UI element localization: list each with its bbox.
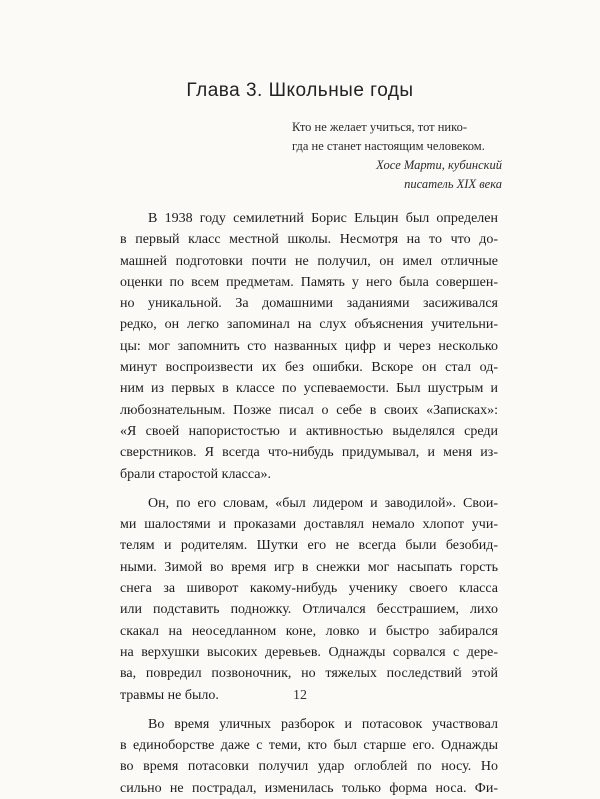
epigraph-author — [292, 156, 502, 194]
text-line: снега за шиворот какому-нибудь ученику своего класса — [120, 581, 498, 597]
body-text — [120, 208, 498, 799]
text-line: скакал на неоседланном коне, ловко и быстро забирался — [120, 623, 498, 639]
epigraph-quote — [292, 118, 502, 156]
text-line: машней подготовки почти не получил, он имел отличные — [120, 253, 498, 269]
paragraph — [120, 493, 498, 706]
text-line: Во время уличных разборок и потасовок участвовал — [148, 716, 498, 732]
text-line: В 1938 году семилетний Борис Ельцин был определен — [148, 211, 498, 226]
paragraph — [120, 208, 498, 485]
epigraph-author-line: Хосе Марти, кубинский — [376, 158, 502, 172]
epigraph-author-line: писатель XIX века — [404, 177, 502, 191]
text-line: редко, он легко запоминал на слух объяснения учительни- — [120, 317, 498, 333]
text-line: телям и родителям. Шутки его не всегда были безобид- — [120, 538, 498, 554]
text-line: в единоборстве даже с теми, кто был старше его. Однажды — [120, 738, 498, 754]
text-line: сверстников. Я всегда что-нибудь придумывал, и меня из- — [120, 445, 498, 461]
text-line: Он, по его словам, «был лидером и заводилой». Свои- — [148, 495, 498, 511]
text-line: ми шалостями и проказами доставлял немало хлопот учи- — [120, 517, 498, 533]
epigraph-quote-line: гда не станет настоящим человеком. — [292, 139, 485, 153]
page-number: 12 — [293, 688, 307, 703]
chapter-title: Глава 3. Школьные годы — [186, 80, 414, 101]
text-line: во время потасовки получил удар оглоблей по носу. Но — [120, 759, 498, 775]
text-line: на верхушки высоких деревьев. Однажды сорвался с дере- — [120, 644, 498, 660]
epigraph-quote-line: Кто не желает учиться, тот нико- — [292, 120, 467, 134]
text-line: ными. Зимой во время игр в снежки мог насыпать горсть — [120, 559, 498, 575]
text-line: сильно не пострадал, изменилась только форма носа. Фи- — [120, 780, 498, 796]
text-line: ним из первых в классе по успеваемости. Был шустрым и — [120, 381, 498, 397]
text-line: «Я своей напористостью и активностью выделялся среди — [120, 423, 498, 439]
text-line: любознательным. Позже писал о себе в своих «Записках»: — [120, 402, 498, 418]
text-line: травмы не было. — [120, 687, 219, 703]
text-line: но уникальной. За домашними заданиями засиживался — [120, 296, 498, 312]
text-line: или подставить подножку. Отличался бесстрашием, лихо — [120, 602, 498, 618]
text-line: оценки по всем предметам. Память у него была совершен- — [120, 274, 498, 290]
text-line: брали старостой класса». — [120, 466, 271, 482]
text-line: ва, повредил позвоночник, но тяжелых последствий этой — [120, 666, 498, 682]
text-line: цы: мог запомнить сто названных цифр и через несколько — [120, 338, 498, 354]
paragraph — [120, 714, 498, 799]
text-line: в первый класс местной школы. Несмотря на то что до- — [120, 232, 498, 248]
epigraph — [292, 118, 502, 194]
text-line: минут воспроизвести их без ошибки. Вскоре он стал од- — [120, 360, 498, 376]
